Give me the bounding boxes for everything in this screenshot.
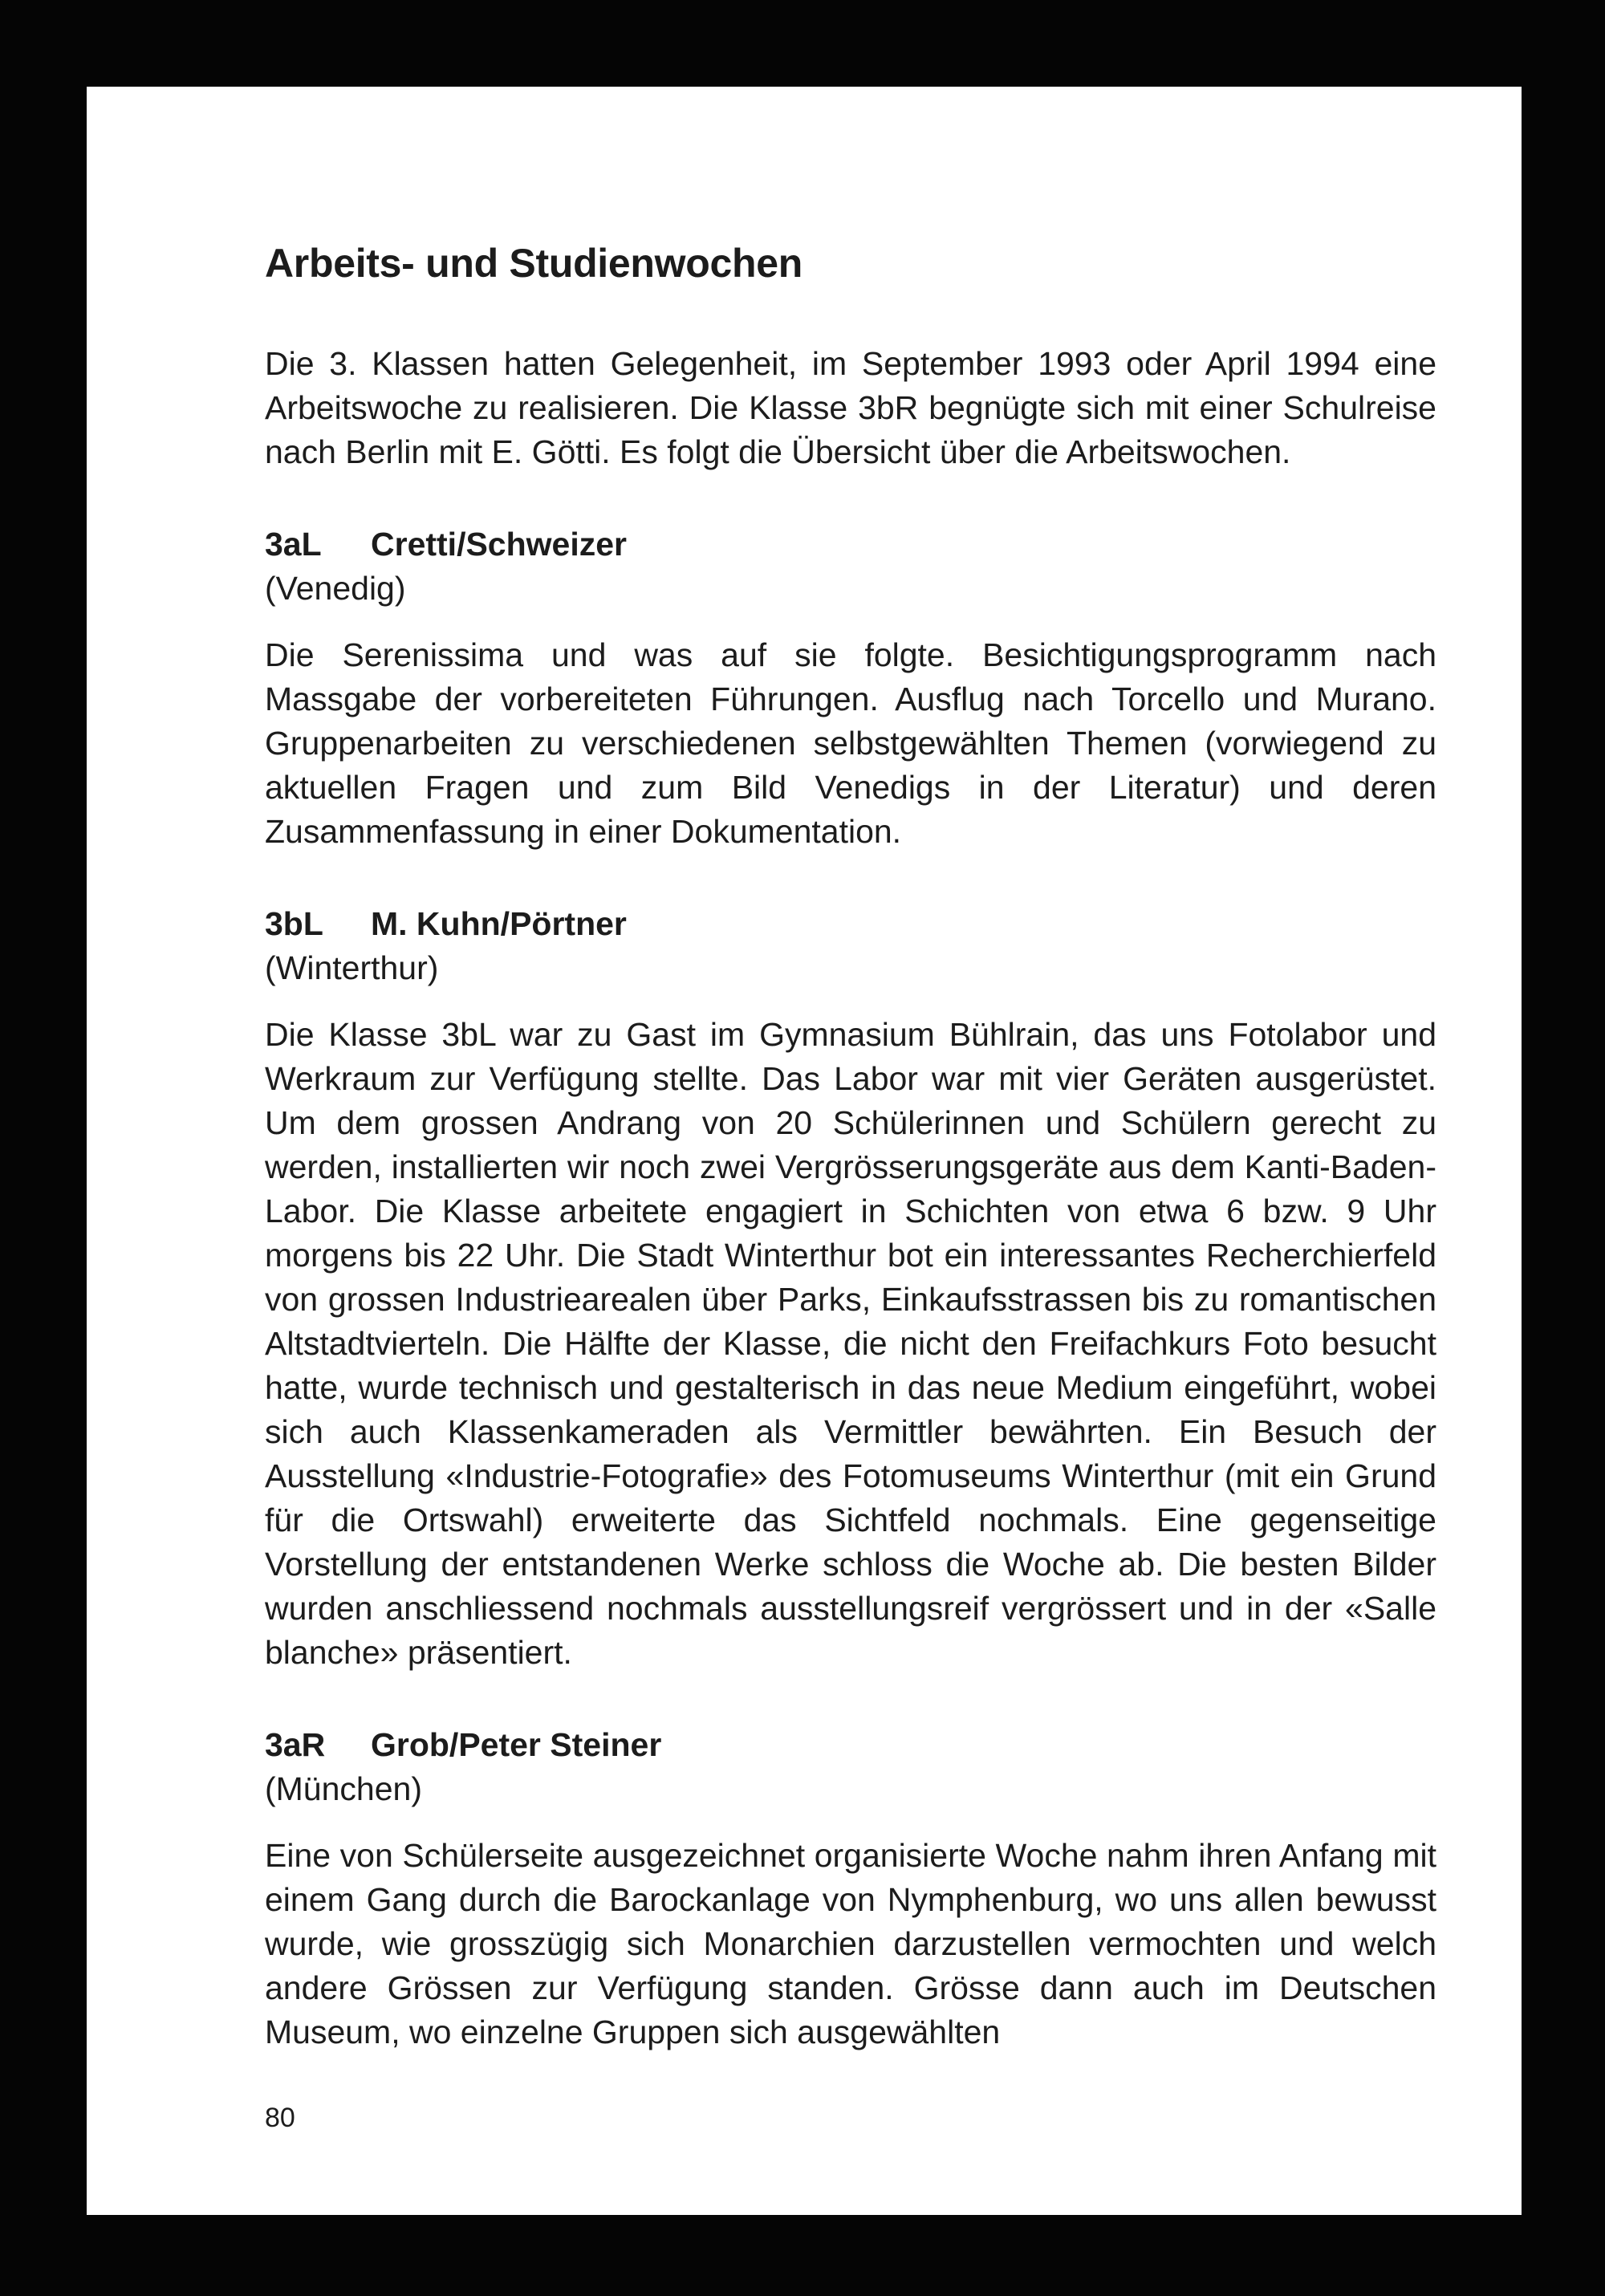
section-3aR bbox=[265, 1723, 1522, 2054]
section-3bL bbox=[265, 902, 1522, 1675]
page-title: Arbeits- und Studienwochen bbox=[265, 241, 802, 286]
place: (Winterthur) bbox=[265, 949, 439, 986]
section-heading bbox=[265, 1723, 1522, 1767]
place: (Venedig) bbox=[265, 570, 406, 607]
page-content bbox=[265, 236, 1522, 2054]
section-heading bbox=[265, 902, 1522, 946]
intro-paragraph: Die 3. Klassen hatten Gelegenheit, im September 1993 oder April 1994 eine Arbeitswoche zu realisieren. Die Klasse 3bR begnügte sich mit einer Schulreise nach Berlin mit E. Götti. Es folgt die Übersicht über die Arbeitswochen. bbox=[265, 345, 1436, 470]
page-number: 80 bbox=[265, 2103, 295, 2133]
class-code: 3aR bbox=[265, 1726, 326, 1763]
teachers: M. Kuhn/Pörtner bbox=[371, 905, 627, 942]
document-page bbox=[87, 87, 1522, 2215]
place: (München) bbox=[265, 1770, 422, 1807]
class-code: 3bL bbox=[265, 905, 323, 942]
teachers: Cretti/Schweizer bbox=[371, 526, 627, 563]
class-code: 3aL bbox=[265, 526, 322, 563]
section-paragraph: Die Klasse 3bL war zu Gast im Gymnasium Bühlrain, das uns Fotolabor und Werkraum zur Verfügung stellte. Das Labor war mit vier Geräten ausgerüstet. Um dem grossen Andrang von 20 Schülerinnen und Schülern gerecht zu werden, installierten wir noch zwei Vergrösserungsgeräte aus dem Kanti-Baden-Labor. Die Klasse arbeitete engagiert in Schichten von etwa 6 bzw. 9 Uhr morgens bis 22 Uhr. Die Stadt Winterthur bot ein interessantes Recherchierfeld von grossen Industriearealen über Parks, Einkaufsstrassen bis zu romantischen Altstadtvierteln. Die Hälfte der Klasse, die nicht den Freifachkurs Foto besucht hatte, wurde technisch und gestalterisch in das neue Medium eingeführt, wobei sich auch Klassenkameraden als Vermittler bewährten. Ein Besuch der Ausstellung «Industrie-Fotografie» des Fotomuseums Winterthur (mit ein Grund für die Ortswahl) erweiterte das Sichtfeld nochmals. Eine gegenseitige Vorstellung der entstandenen Werke schloss die Woche ab. Die besten Bilder wurden anschliessend nochmals ausstellungsreif vergrössert und in der «Salle blanche» präsentiert. bbox=[265, 1016, 1436, 1671]
section-paragraph: Eine von Schülerseite ausgezeichnet organisierte Woche nahm ihren Anfang mit einem Gang durch die Barockanlage von Nymphenburg, wo uns allen bewusst wurde, wie grosszügig sich Monarchien darzustellen vermochten und welch andere Grössen zur Verfügung standen. Grösse dann auch im Deutschen Museum, wo einzelne Gruppen sich ausgewählten bbox=[265, 1837, 1436, 2050]
teachers: Grob/Peter Steiner bbox=[371, 1726, 662, 1763]
section-3aL bbox=[265, 522, 1522, 854]
section-paragraph: Die Serenissima und was auf sie folgte. Besichtigungsprogramm nach Massgabe der vorbereiteten Führungen. Ausflug nach Torcello und Murano. Gruppenarbeiten zu verschiedenen selbstgewählten Themen (vorwiegend zu aktuellen Fragen und zum Bild Venedigs in der Literatur) und deren Zusammenfassung in einer Dokumentation. bbox=[265, 636, 1436, 850]
section-heading bbox=[265, 522, 1522, 567]
